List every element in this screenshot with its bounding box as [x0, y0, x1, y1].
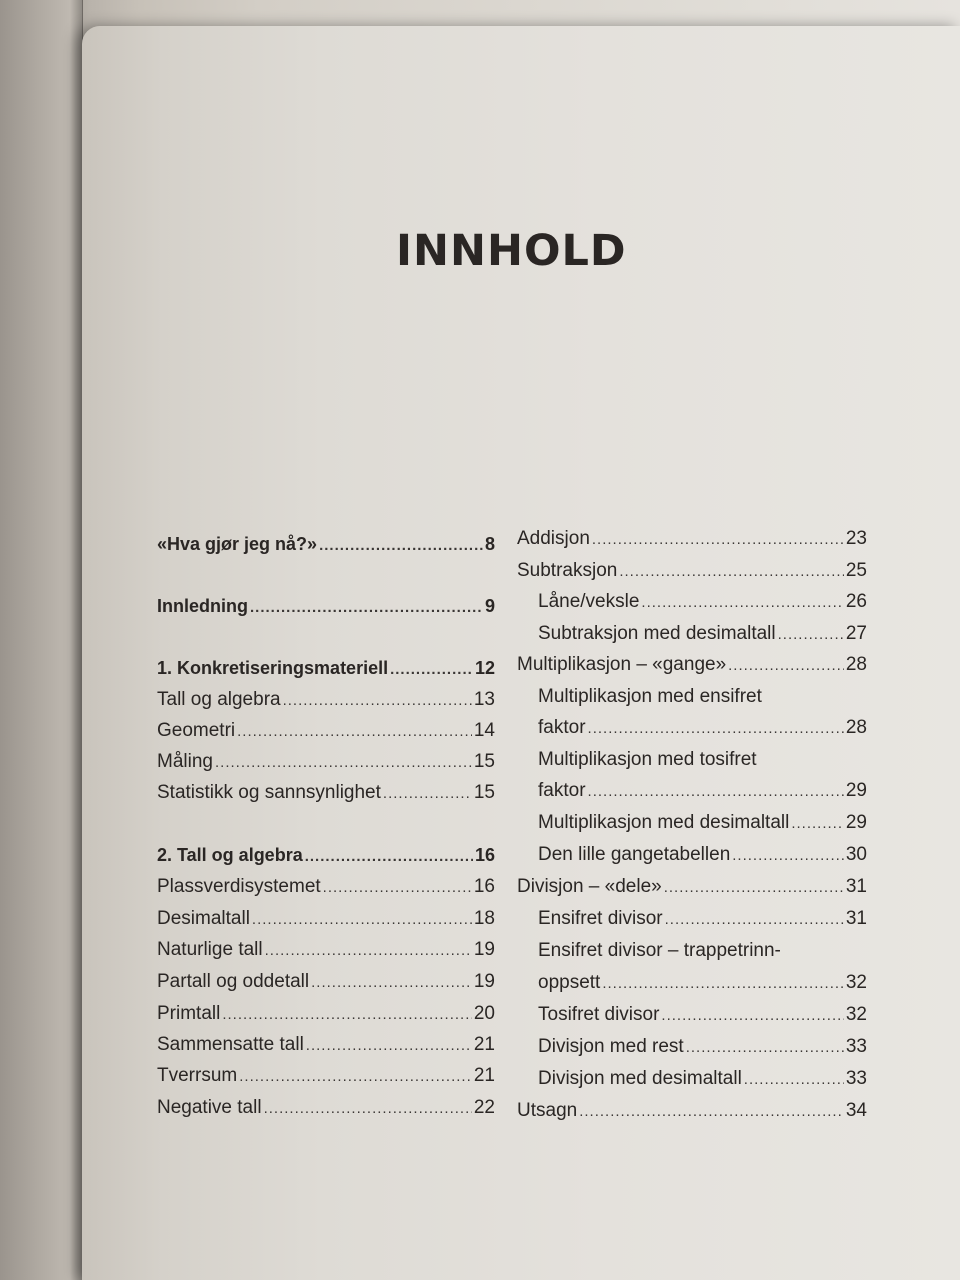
toc-page-number: 28 — [845, 717, 867, 738]
toc-page-number: 9 — [484, 596, 495, 616]
toc-page-number: 30 — [845, 844, 867, 865]
toc-page-number: 32 — [845, 1004, 867, 1025]
toc-entry — [517, 717, 867, 743]
toc-dot-leader — [728, 657, 844, 674]
toc-entry — [157, 596, 495, 622]
toc-page-number: 14 — [473, 720, 495, 741]
toc-page-number: 22 — [473, 1097, 495, 1118]
toc-entry-label: Subtraksjon — [517, 560, 618, 581]
toc-entry — [517, 749, 867, 775]
toc-entry-label: Naturlige tall — [157, 939, 263, 960]
toc-dot-leader — [319, 537, 483, 554]
toc-page-number: 29 — [845, 812, 867, 833]
toc-dot-leader — [239, 1068, 472, 1085]
toc-entry-label: Måling — [157, 751, 213, 772]
toc-entry-label: faktor — [538, 780, 586, 801]
toc-entry — [157, 751, 495, 777]
toc-dot-leader — [602, 975, 844, 992]
toc-entry — [517, 876, 867, 902]
toc-entry-label: Partall og oddetall — [157, 971, 310, 992]
toc-page-number: 28 — [845, 654, 867, 675]
toc-dot-leader — [222, 1006, 472, 1023]
toc-page-number: 29 — [845, 780, 867, 801]
toc-dot-leader — [305, 848, 473, 865]
toc-dot-leader — [686, 1039, 844, 1056]
toc-entry — [517, 623, 867, 649]
toc-entry-label: Multiplikasjon med ensifret — [538, 686, 762, 707]
toc-entry — [157, 534, 495, 560]
toc-page-number: 33 — [845, 1068, 867, 1089]
toc-page-number: 25 — [845, 560, 867, 581]
toc-dot-leader — [237, 723, 472, 740]
toc-entry-label: Låne/veksle — [538, 591, 640, 612]
toc-page-number: 32 — [845, 972, 867, 993]
toc-dot-leader — [778, 626, 844, 643]
toc-entry-label: Utsagn — [517, 1100, 578, 1121]
toc-entry — [517, 1004, 867, 1030]
toc-entry — [157, 1097, 495, 1123]
toc-page-number: 16 — [473, 876, 495, 897]
toc-dot-leader — [306, 1037, 472, 1054]
toc-entry-label: Innledning — [157, 596, 248, 616]
toc-entry-label: Sammensatte tall — [157, 1034, 304, 1055]
toc-entry-label: oppsett — [538, 972, 601, 993]
toc-dot-leader — [264, 1100, 472, 1117]
toc-entry-label: Primtall — [157, 1003, 221, 1024]
toc-page-number: 27 — [845, 623, 867, 644]
toc-page-number: 19 — [473, 971, 495, 992]
page-title: INNHOLD — [396, 226, 627, 276]
toc-entry — [157, 658, 495, 684]
toc-entry — [157, 845, 495, 871]
toc-dot-leader — [791, 815, 844, 832]
toc-page-number: 13 — [473, 689, 495, 710]
toc-entry — [157, 971, 495, 997]
toc-dot-leader — [283, 692, 472, 709]
toc-entry — [517, 972, 867, 998]
toc-entry-label: Divisjon med rest — [538, 1036, 684, 1057]
toc-page-number: 21 — [473, 1034, 495, 1055]
toc-entry — [157, 939, 495, 965]
toc-dot-leader — [588, 783, 844, 800]
toc-entry-label: Tosifret divisor — [538, 1004, 660, 1025]
toc-entry — [157, 782, 495, 808]
toc-dot-leader — [732, 847, 844, 864]
toc-entry-label: Den lille gangetabellen — [538, 844, 731, 865]
toc-entry — [517, 780, 867, 806]
toc-entry-label: «Hva gjør jeg nå?» — [157, 534, 318, 554]
toc-page-number: 12 — [474, 658, 495, 678]
toc-page-number: 20 — [473, 1003, 495, 1024]
toc-dot-leader — [311, 974, 472, 991]
toc-entry — [517, 812, 867, 838]
toc-entry — [157, 720, 495, 746]
toc-entry-label: 2. Tall og algebra — [157, 845, 303, 865]
toc-entry-label: Multiplikasjon med desimaltall — [538, 812, 790, 833]
toc-dot-leader — [619, 563, 844, 580]
toc-entry — [157, 1003, 495, 1029]
toc-dot-leader — [588, 720, 844, 737]
toc-entry — [157, 876, 495, 902]
toc-entry — [157, 908, 495, 934]
toc-entry-label: 1. Konkretiseringsmateriell — [157, 658, 389, 678]
toc-dot-leader — [383, 785, 472, 802]
toc-dot-leader — [592, 531, 844, 548]
toc-page-number: 19 — [473, 939, 495, 960]
toc-entry — [517, 654, 867, 680]
toc-entry — [517, 940, 867, 966]
toc-entry — [517, 591, 867, 617]
toc-entry — [517, 1068, 867, 1094]
toc-page-number: 31 — [845, 908, 867, 929]
toc-page-number: 34 — [845, 1100, 867, 1121]
toc-dot-leader — [390, 661, 473, 678]
toc-dot-leader — [252, 911, 472, 928]
toc-entry-label: Divisjon – «dele» — [517, 876, 662, 897]
left-page-edge — [0, 0, 83, 1280]
toc-dot-leader — [265, 942, 472, 959]
toc-entry-label: faktor — [538, 717, 586, 738]
toc-entry-label: Negative tall — [157, 1097, 262, 1118]
toc-entry-label: Ensifret divisor – trappetrinn- — [538, 940, 781, 961]
toc-entry-label: Multiplikasjon med tosifret — [538, 749, 757, 770]
toc-entry-label: Multiplikasjon – «gange» — [517, 654, 727, 675]
toc-entry-label: Tverrsum — [157, 1065, 238, 1086]
toc-page-number: 15 — [473, 751, 495, 772]
toc-page-number: 15 — [473, 782, 495, 803]
toc-dot-leader — [744, 1071, 844, 1088]
toc-entry — [517, 560, 867, 586]
toc-entry — [517, 528, 867, 554]
toc-entry — [157, 689, 495, 715]
toc-entry-label: Tall og algebra — [157, 689, 281, 710]
toc-dot-leader — [661, 1007, 843, 1024]
toc-entry — [517, 1036, 867, 1062]
toc-entry — [157, 1034, 495, 1060]
toc-dot-leader — [664, 879, 844, 896]
toc-page-number: 8 — [484, 534, 495, 554]
toc-dot-leader — [579, 1103, 844, 1120]
toc-entry-label: Plassverdisystemet — [157, 876, 321, 897]
toc-entry-label: Ensifret divisor — [538, 908, 663, 929]
toc-entry-label: Subtraksjon med desimaltall — [538, 623, 776, 644]
toc-entry — [517, 844, 867, 870]
toc-page-number: 26 — [845, 591, 867, 612]
toc-page-number: 18 — [473, 908, 495, 929]
toc-entry-label: Statistikk og sannsynlighet — [157, 782, 381, 803]
toc-page-number: 16 — [474, 845, 495, 865]
toc-entry-label: Divisjon med desimaltall — [538, 1068, 742, 1089]
toc-entry-label: Geometri — [157, 720, 236, 741]
toc-dot-leader — [665, 911, 844, 928]
toc-page-number: 33 — [845, 1036, 867, 1057]
toc-entry-label: Addisjon — [517, 528, 590, 549]
toc-entry — [517, 908, 867, 934]
toc-page-number: 23 — [845, 528, 867, 549]
toc-dot-leader — [250, 599, 483, 616]
toc-entry — [157, 1065, 495, 1091]
toc-entry — [517, 1100, 867, 1126]
toc-dot-leader — [215, 754, 472, 771]
toc-entry-label: Desimaltall — [157, 908, 250, 929]
toc-dot-leader — [641, 594, 843, 611]
toc-entry — [517, 686, 867, 712]
toc-dot-leader — [323, 879, 472, 896]
toc-page-number: 31 — [845, 876, 867, 897]
toc-page-number: 21 — [473, 1065, 495, 1086]
